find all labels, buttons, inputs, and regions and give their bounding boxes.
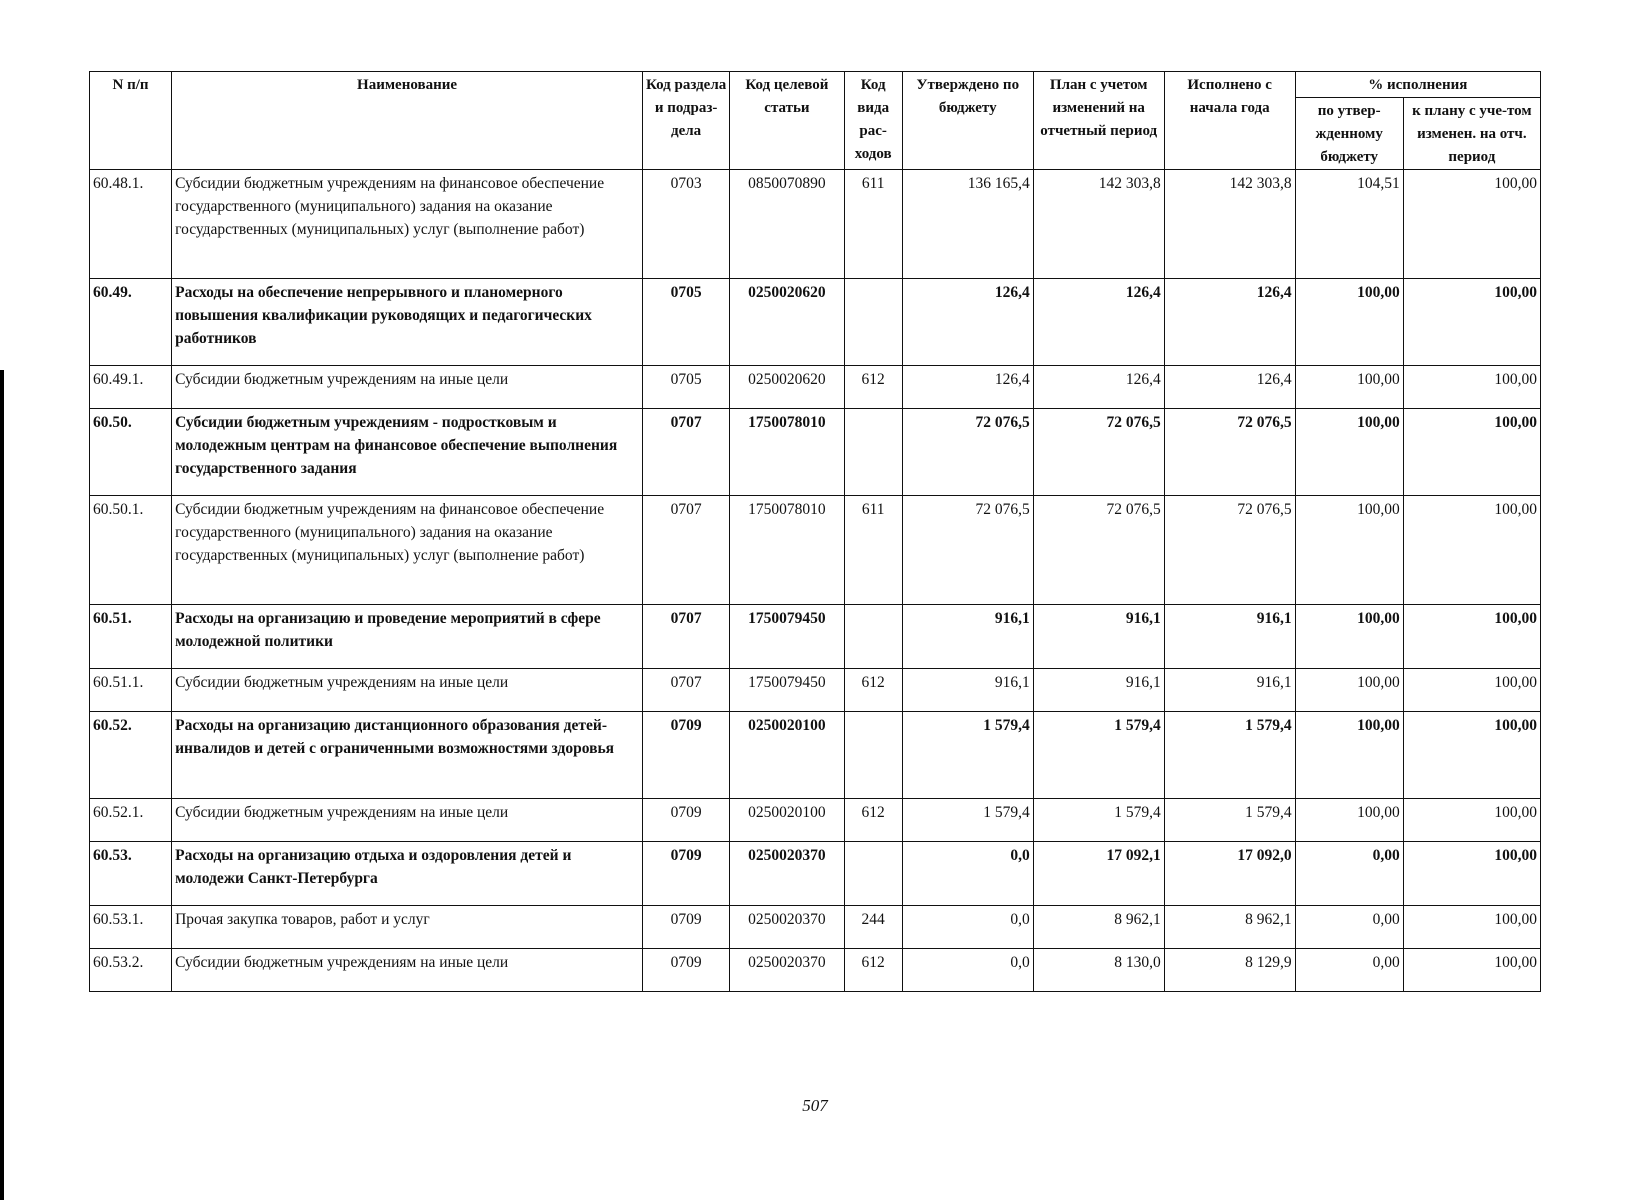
cell-target: 0250020370	[730, 842, 844, 906]
cell-num: 60.51.1.	[90, 669, 172, 712]
cell-target: 0850070890	[730, 170, 844, 279]
cell-name: Субсидии бюджетным учреждениям на финансовое обеспечение государственного (муниципального) задания на оказание государственных (муниципальных) услуг (выполнение работ)	[172, 496, 643, 605]
cell-pct-budget: 0,00	[1295, 906, 1403, 949]
cell-plan: 72 076,5	[1033, 409, 1164, 496]
cell-name: Расходы на организацию и проведение мероприятий в сфере молодежной политики	[172, 605, 643, 669]
table-header	[90, 72, 1541, 170]
cell-section: 0707	[642, 605, 729, 669]
cell-executed: 916,1	[1164, 669, 1295, 712]
header-executed: Исполнено с начала года	[1164, 72, 1295, 170]
cell-num: 60.52.	[90, 712, 172, 799]
table-row	[90, 799, 1541, 842]
cell-kind: 612	[844, 799, 902, 842]
cell-pct-plan: 100,00	[1403, 605, 1540, 669]
cell-kind: 612	[844, 669, 902, 712]
header-pct-group: % исполнения	[1295, 72, 1540, 98]
cell-name: Прочая закупка товаров, работ и услуг	[172, 906, 643, 949]
cell-plan: 126,4	[1033, 279, 1164, 366]
cell-executed: 8 962,1	[1164, 906, 1295, 949]
cell-name: Расходы на организацию дистанционного образования детей-инвалидов и детей с ограниченными возможностями здоровья	[172, 712, 643, 799]
cell-section: 0703	[642, 170, 729, 279]
cell-executed: 1 579,4	[1164, 799, 1295, 842]
cell-plan: 916,1	[1033, 605, 1164, 669]
table-row	[90, 712, 1541, 799]
cell-approved: 916,1	[902, 669, 1033, 712]
cell-name: Субсидии бюджетным учреждениям на финансовое обеспечение государственного (муниципального) задания на оказание государственных (муниципальных) услуг (выполнение работ)	[172, 170, 643, 279]
cell-kind: 244	[844, 906, 902, 949]
cell-pct-budget: 100,00	[1295, 496, 1403, 605]
cell-pct-plan: 100,00	[1403, 279, 1540, 366]
header-num: N п/п	[90, 72, 172, 170]
cell-plan: 142 303,8	[1033, 170, 1164, 279]
table-row	[90, 409, 1541, 496]
cell-name: Расходы на организацию отдыха и оздоровления детей и молодежи Санкт-Петербурга	[172, 842, 643, 906]
header-pct-plan: к плану с уче-том изменен. на отч. период	[1403, 98, 1540, 170]
table-row	[90, 366, 1541, 409]
cell-kind	[844, 842, 902, 906]
cell-pct-plan: 100,00	[1403, 799, 1540, 842]
cell-approved: 72 076,5	[902, 496, 1033, 605]
cell-plan: 126,4	[1033, 366, 1164, 409]
cell-approved: 0,0	[902, 906, 1033, 949]
cell-section: 0707	[642, 409, 729, 496]
table-row	[90, 170, 1541, 279]
header-plan: План с учетом изменений на отчетный период	[1033, 72, 1164, 170]
cell-num: 60.53.1.	[90, 906, 172, 949]
cell-target: 0250020100	[730, 799, 844, 842]
table-row	[90, 605, 1541, 669]
cell-pct-plan: 100,00	[1403, 949, 1540, 992]
cell-kind	[844, 409, 902, 496]
cell-target: 1750078010	[730, 409, 844, 496]
cell-plan: 1 579,4	[1033, 712, 1164, 799]
header-section-code: Код раздела и подраз-дела	[642, 72, 729, 170]
cell-executed: 126,4	[1164, 366, 1295, 409]
cell-num: 60.49.	[90, 279, 172, 366]
budget-execution-table	[89, 71, 1541, 992]
cell-name: Субсидии бюджетным учреждениям на иные цели	[172, 799, 643, 842]
cell-section: 0705	[642, 279, 729, 366]
cell-target: 1750079450	[730, 669, 844, 712]
cell-approved: 0,0	[902, 842, 1033, 906]
cell-target: 0250020620	[730, 366, 844, 409]
table-body	[90, 170, 1541, 992]
cell-pct-plan: 100,00	[1403, 496, 1540, 605]
cell-pct-plan: 100,00	[1403, 170, 1540, 279]
cell-approved: 126,4	[902, 366, 1033, 409]
cell-pct-budget: 0,00	[1295, 842, 1403, 906]
cell-approved: 0,0	[902, 949, 1033, 992]
cell-name: Субсидии бюджетным учреждениям - подростковым и молодежным центрам на финансовое обеспечение выполнения государственного задания	[172, 409, 643, 496]
cell-pct-plan: 100,00	[1403, 842, 1540, 906]
cell-plan: 8 130,0	[1033, 949, 1164, 992]
cell-target: 0250020620	[730, 279, 844, 366]
cell-num: 60.52.1.	[90, 799, 172, 842]
cell-name: Субсидии бюджетным учреждениям на иные цели	[172, 669, 643, 712]
cell-executed: 72 076,5	[1164, 496, 1295, 605]
table-row	[90, 906, 1541, 949]
header-approved: Утверждено по бюджету	[902, 72, 1033, 170]
cell-name: Расходы на обеспечение непрерывного и планомерного повышения квалификации руководящих и педагогических работников	[172, 279, 643, 366]
header-pct-budget: по утвер-жденному бюджету	[1295, 98, 1403, 170]
cell-executed: 17 092,0	[1164, 842, 1295, 906]
cell-num: 60.50.	[90, 409, 172, 496]
table-row	[90, 496, 1541, 605]
header-target-code: Код целевой статьи	[730, 72, 844, 170]
cell-num: 60.48.1.	[90, 170, 172, 279]
cell-target: 1750078010	[730, 496, 844, 605]
cell-target: 1750079450	[730, 605, 844, 669]
cell-kind	[844, 279, 902, 366]
cell-section: 0709	[642, 842, 729, 906]
scan-edge-bar	[0, 370, 4, 1200]
cell-kind: 611	[844, 496, 902, 605]
cell-executed: 1 579,4	[1164, 712, 1295, 799]
cell-plan: 916,1	[1033, 669, 1164, 712]
cell-pct-budget: 100,00	[1295, 366, 1403, 409]
cell-plan: 72 076,5	[1033, 496, 1164, 605]
cell-name: Субсидии бюджетным учреждениям на иные цели	[172, 366, 643, 409]
cell-pct-budget: 100,00	[1295, 712, 1403, 799]
cell-num: 60.51.	[90, 605, 172, 669]
table-row	[90, 279, 1541, 366]
cell-approved: 916,1	[902, 605, 1033, 669]
cell-section: 0709	[642, 799, 729, 842]
cell-section: 0707	[642, 496, 729, 605]
cell-executed: 142 303,8	[1164, 170, 1295, 279]
cell-approved: 72 076,5	[902, 409, 1033, 496]
cell-name: Субсидии бюджетным учреждениям на иные цели	[172, 949, 643, 992]
cell-pct-budget: 104,51	[1295, 170, 1403, 279]
cell-kind: 611	[844, 170, 902, 279]
cell-pct-plan: 100,00	[1403, 712, 1540, 799]
cell-approved: 126,4	[902, 279, 1033, 366]
cell-pct-plan: 100,00	[1403, 669, 1540, 712]
table-row	[90, 669, 1541, 712]
cell-pct-budget: 0,00	[1295, 949, 1403, 992]
cell-pct-budget: 100,00	[1295, 279, 1403, 366]
cell-pct-plan: 100,00	[1403, 906, 1540, 949]
cell-pct-plan: 100,00	[1403, 409, 1540, 496]
cell-pct-budget: 100,00	[1295, 605, 1403, 669]
cell-executed: 126,4	[1164, 279, 1295, 366]
cell-section: 0707	[642, 669, 729, 712]
cell-plan: 1 579,4	[1033, 799, 1164, 842]
table-row	[90, 949, 1541, 992]
cell-pct-plan: 100,00	[1403, 366, 1540, 409]
cell-num: 60.53.2.	[90, 949, 172, 992]
cell-pct-budget: 100,00	[1295, 799, 1403, 842]
cell-target: 0250020100	[730, 712, 844, 799]
cell-section: 0709	[642, 949, 729, 992]
cell-kind	[844, 605, 902, 669]
cell-plan: 8 962,1	[1033, 906, 1164, 949]
header-expense-code: Код вида рас-ходов	[844, 72, 902, 170]
cell-section: 0709	[642, 712, 729, 799]
cell-executed: 916,1	[1164, 605, 1295, 669]
cell-section: 0709	[642, 906, 729, 949]
cell-pct-budget: 100,00	[1295, 669, 1403, 712]
table-row	[90, 842, 1541, 906]
cell-plan: 17 092,1	[1033, 842, 1164, 906]
cell-approved: 136 165,4	[902, 170, 1033, 279]
cell-pct-budget: 100,00	[1295, 409, 1403, 496]
cell-executed: 72 076,5	[1164, 409, 1295, 496]
cell-target: 0250020370	[730, 949, 844, 992]
cell-num: 60.50.1.	[90, 496, 172, 605]
cell-kind: 612	[844, 366, 902, 409]
cell-kind	[844, 712, 902, 799]
cell-executed: 8 129,9	[1164, 949, 1295, 992]
cell-target: 0250020370	[730, 906, 844, 949]
cell-approved: 1 579,4	[902, 799, 1033, 842]
cell-section: 0705	[642, 366, 729, 409]
cell-approved: 1 579,4	[902, 712, 1033, 799]
cell-num: 60.53.	[90, 842, 172, 906]
page-number: 507	[802, 1096, 828, 1115]
cell-num: 60.49.1.	[90, 366, 172, 409]
cell-kind: 612	[844, 949, 902, 992]
header-name: Наименование	[172, 72, 643, 170]
